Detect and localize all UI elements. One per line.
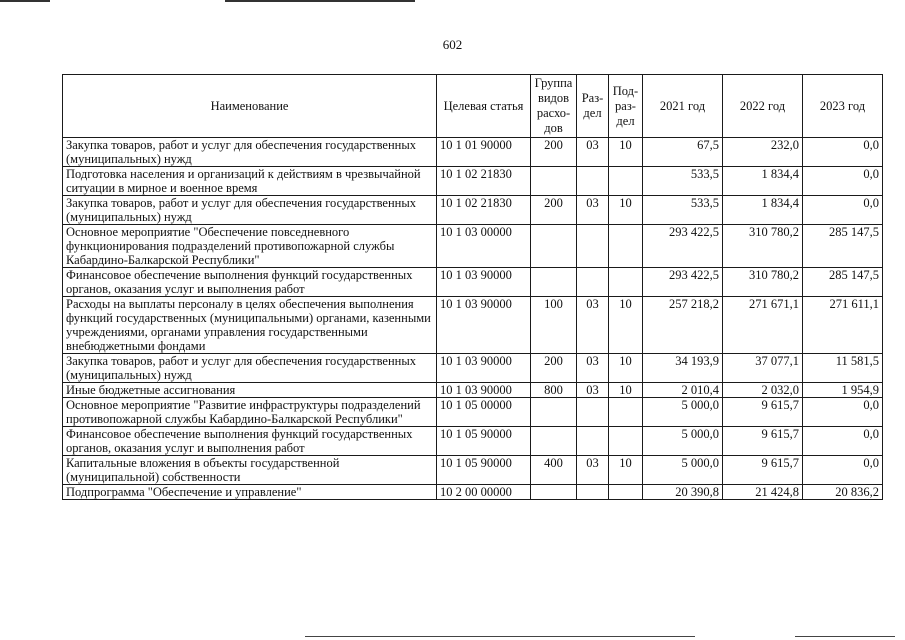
table-row — [63, 297, 883, 354]
cell-target-article: 10 1 03 90000 — [437, 268, 531, 297]
cell-year-2021: 533,5 — [643, 167, 723, 196]
header-section: Раз- дел — [577, 75, 609, 138]
cell-year-2023: 0,0 — [803, 138, 883, 167]
cell-section — [577, 427, 609, 456]
header-year-2021: 2021 год — [643, 75, 723, 138]
cell-year-2023: 0,0 — [803, 427, 883, 456]
cell-expense-group: 200 — [531, 354, 577, 383]
cell-year-2023: 0,0 — [803, 196, 883, 225]
budget-table — [62, 74, 883, 500]
cell-year-2022: 271 671,1 — [723, 297, 803, 354]
table-row — [63, 167, 883, 196]
cell-name: Подготовка населения и организаций к действиям в чрезвычайной ситуации в мирное и военное время — [63, 167, 437, 196]
cell-subsection — [609, 398, 643, 427]
cell-year-2021: 293 422,5 — [643, 268, 723, 297]
cell-year-2021: 34 193,9 — [643, 354, 723, 383]
cell-subsection: 10 — [609, 383, 643, 398]
cell-section: 03 — [577, 138, 609, 167]
cell-target-article: 10 1 03 90000 — [437, 297, 531, 354]
cell-section: 03 — [577, 383, 609, 398]
cell-year-2022: 21 424,8 — [723, 485, 803, 500]
cell-name: Финансовое обеспечение выполнения функций государственных органов, оказания услуг и выполнения работ — [63, 427, 437, 456]
cell-target-article: 10 1 03 90000 — [437, 354, 531, 383]
header-subsection: Под- раз- дел — [609, 75, 643, 138]
table-row — [63, 456, 883, 485]
bottom-rule-mid — [415, 636, 695, 637]
cell-target-article: 10 1 03 00000 — [437, 225, 531, 268]
cell-expense-group: 400 — [531, 456, 577, 485]
cell-target-article: 10 2 00 00000 — [437, 485, 531, 500]
cell-subsection: 10 — [609, 138, 643, 167]
header-year-2023: 2023 год — [803, 75, 883, 138]
cell-target-article: 10 1 05 90000 — [437, 427, 531, 456]
cell-subsection — [609, 167, 643, 196]
cell-name: Капитальные вложения в объекты государственной (муниципальной) собственности — [63, 456, 437, 485]
cell-expense-group — [531, 167, 577, 196]
cell-expense-group — [531, 427, 577, 456]
cell-year-2023: 285 147,5 — [803, 268, 883, 297]
cell-year-2022: 37 077,1 — [723, 354, 803, 383]
cell-target-article: 10 1 02 21830 — [437, 196, 531, 225]
cell-year-2023: 0,0 — [803, 167, 883, 196]
cell-name: Иные бюджетные ассигнования — [63, 383, 437, 398]
cell-year-2021: 533,5 — [643, 196, 723, 225]
cell-section — [577, 485, 609, 500]
cell-expense-group — [531, 268, 577, 297]
top-rule-left — [0, 0, 50, 2]
page-number: 602 — [442, 37, 463, 52]
cell-year-2021: 257 218,2 — [643, 297, 723, 354]
cell-year-2022: 9 615,7 — [723, 398, 803, 427]
cell-year-2022: 232,0 — [723, 138, 803, 167]
cell-section: 03 — [577, 456, 609, 485]
table-header-row — [63, 75, 883, 138]
cell-name: Основное мероприятие "Развитие инфраструктуры подразделений противопожарной службы Кабардино-Балкарской Республики" — [63, 398, 437, 427]
cell-year-2021: 67,5 — [643, 138, 723, 167]
cell-expense-group: 200 — [531, 196, 577, 225]
table-row — [63, 225, 883, 268]
cell-year-2022: 1 834,4 — [723, 196, 803, 225]
cell-subsection — [609, 225, 643, 268]
header-target-article: Целевая статья — [437, 75, 531, 138]
cell-expense-group — [531, 398, 577, 427]
table-row — [63, 383, 883, 398]
cell-section: 03 — [577, 297, 609, 354]
bottom-rule-left — [305, 636, 415, 637]
bottom-rule-right — [795, 636, 895, 637]
header-name: Наименование — [63, 75, 437, 138]
cell-expense-group — [531, 485, 577, 500]
cell-name: Закупка товаров, работ и услуг для обеспечения государственных (муниципальных) нужд — [63, 196, 437, 225]
cell-section — [577, 268, 609, 297]
cell-expense-group: 100 — [531, 297, 577, 354]
table-row — [63, 196, 883, 225]
cell-name: Финансовое обеспечение выполнения функций государственных органов, оказания услуг и выполнения работ — [63, 268, 437, 297]
cell-section: 03 — [577, 196, 609, 225]
header-expense-group: Группа видов расхо- дов — [531, 75, 577, 138]
cell-year-2022: 2 032,0 — [723, 383, 803, 398]
cell-target-article: 10 1 02 21830 — [437, 167, 531, 196]
cell-year-2021: 293 422,5 — [643, 225, 723, 268]
cell-year-2021: 5 000,0 — [643, 427, 723, 456]
cell-expense-group: 200 — [531, 138, 577, 167]
cell-section — [577, 225, 609, 268]
cell-name: Основное мероприятие "Обеспечение повседневного функционирования подразделений противопожарной службы Кабардино-Балкарской Республики" — [63, 225, 437, 268]
cell-name: Закупка товаров, работ и услуг для обеспечения государственных (муниципальных) нужд — [63, 138, 437, 167]
cell-name: Расходы на выплаты персоналу в целях обеспечения выполнения функций государственных (муниципальными) органами, казенными учреждениями, органами управления государственными внебюджетными фондами — [63, 297, 437, 354]
cell-year-2022: 9 615,7 — [723, 427, 803, 456]
cell-expense-group: 800 — [531, 383, 577, 398]
cell-target-article: 10 1 05 90000 — [437, 456, 531, 485]
table-row — [63, 485, 883, 500]
cell-year-2023: 20 836,2 — [803, 485, 883, 500]
cell-year-2023: 271 611,1 — [803, 297, 883, 354]
cell-year-2021: 2 010,4 — [643, 383, 723, 398]
cell-year-2021: 20 390,8 — [643, 485, 723, 500]
cell-year-2023: 1 954,9 — [803, 383, 883, 398]
cell-subsection: 10 — [609, 456, 643, 485]
cell-subsection: 10 — [609, 297, 643, 354]
table-row — [63, 268, 883, 297]
table-row — [63, 398, 883, 427]
cell-section — [577, 398, 609, 427]
cell-target-article: 10 1 03 90000 — [437, 383, 531, 398]
cell-section — [577, 167, 609, 196]
cell-subsection — [609, 427, 643, 456]
header-year-2022: 2022 год — [723, 75, 803, 138]
cell-subsection — [609, 485, 643, 500]
cell-subsection: 10 — [609, 354, 643, 383]
cell-year-2023: 0,0 — [803, 398, 883, 427]
table-row — [63, 427, 883, 456]
table-row — [63, 354, 883, 383]
cell-target-article: 10 1 01 90000 — [437, 138, 531, 167]
cell-subsection — [609, 268, 643, 297]
table-body — [63, 138, 883, 500]
cell-name: Подпрограмма "Обеспечение и управление" — [63, 485, 437, 500]
cell-year-2021: 5 000,0 — [643, 398, 723, 427]
cell-name: Закупка товаров, работ и услуг для обеспечения государственных (муниципальных) нужд — [63, 354, 437, 383]
cell-section: 03 — [577, 354, 609, 383]
cell-year-2023: 0,0 — [803, 456, 883, 485]
cell-year-2022: 310 780,2 — [723, 268, 803, 297]
cell-expense-group — [531, 225, 577, 268]
top-rule-right — [225, 0, 415, 2]
table-row — [63, 138, 883, 167]
cell-subsection: 10 — [609, 196, 643, 225]
cell-year-2022: 1 834,4 — [723, 167, 803, 196]
cell-year-2022: 9 615,7 — [723, 456, 803, 485]
cell-year-2023: 11 581,5 — [803, 354, 883, 383]
cell-year-2021: 5 000,0 — [643, 456, 723, 485]
cell-year-2022: 310 780,2 — [723, 225, 803, 268]
cell-year-2023: 285 147,5 — [803, 225, 883, 268]
cell-target-article: 10 1 05 00000 — [437, 398, 531, 427]
